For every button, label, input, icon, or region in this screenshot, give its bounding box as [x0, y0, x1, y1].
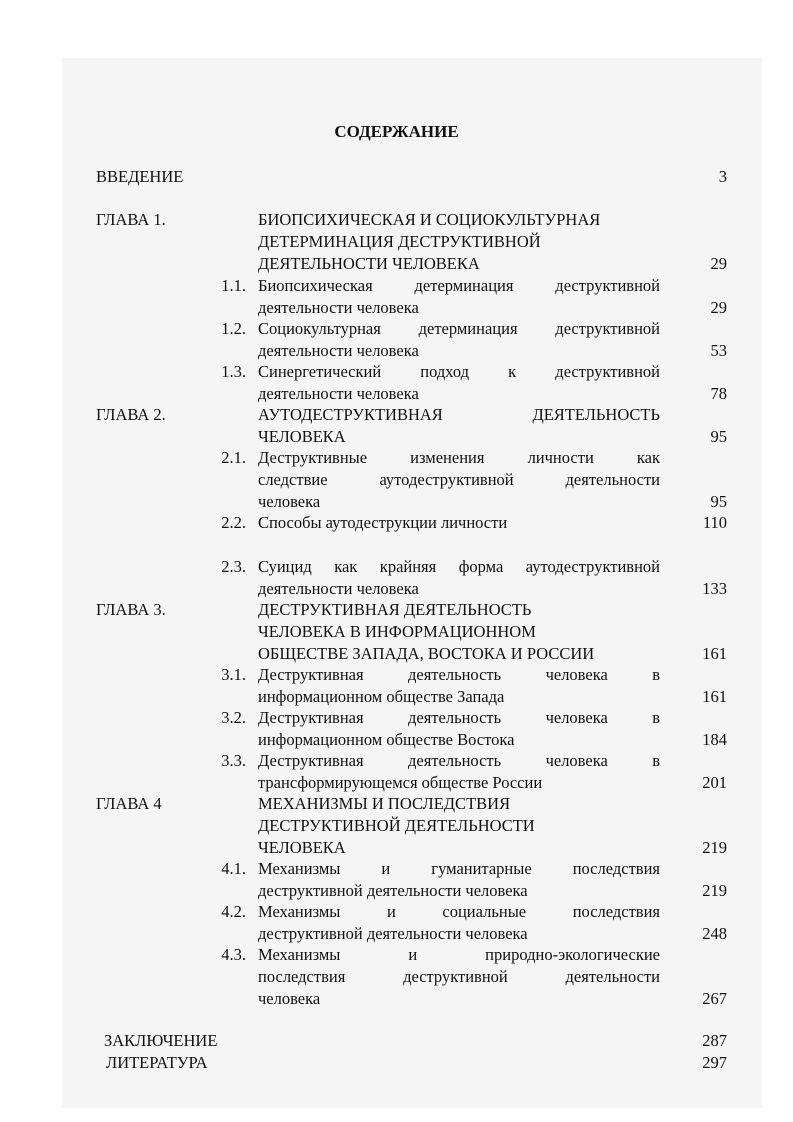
section-title-line: Деструктивная деятельность человека в [258, 751, 660, 770]
section-number: 3.3. [221, 751, 246, 770]
section-page: 219 [702, 881, 727, 900]
section-title-line: Биопсихическая детерминация деструктивной [258, 276, 660, 295]
section-title-line: трансформирующемся обществе России [258, 773, 543, 792]
section-title-line: деструктивной деятельности человека [258, 924, 528, 943]
section-title-line: Механизмы и социальные последствия [258, 902, 660, 921]
intro-page: 3 [718, 167, 727, 186]
section-title-line: информационном обществе Востока [258, 730, 515, 749]
section-title-line: Способы аутодеструкции личности [258, 513, 508, 532]
section-title-line: Синергетический подход к деструктивной [258, 362, 660, 381]
page-title: СОДЕРЖАНИЕ [334, 122, 459, 141]
chapter-4-title-line: ДЕСТРУКТИВНОЙ ДЕЯТЕЛЬНОСТИ [258, 816, 535, 835]
chapter-1-title-line: ДЕЯТЕЛЬНОСТИ ЧЕЛОВЕКА [258, 254, 480, 273]
section-title-line: Деструктивная деятельность человека в [258, 665, 660, 684]
chapter-2-label: ГЛАВА 2. [96, 405, 166, 424]
section-number: 2.1. [221, 448, 246, 467]
chapter-1-page: 29 [710, 254, 727, 273]
section-title-line: Механизмы и природно-экологические [258, 945, 660, 964]
section-number: 1.3. [221, 362, 246, 381]
section-title-line: Суицид как крайняя форма аутодеструктивной [258, 557, 660, 576]
section-title-line: деятельности человека [258, 298, 419, 317]
section-title-line: Механизмы и гуманитарные последствия [258, 859, 660, 878]
section-number: 1.2. [221, 319, 246, 338]
section-page: 248 [702, 924, 727, 943]
chapter-1-title-line: ДЕТЕРМИНАЦИЯ ДЕСТРУКТИВНОЙ [258, 232, 541, 251]
conclusion-label: ЗАКЛЮЧЕНИЕ [104, 1031, 218, 1050]
chapter-2-page: 95 [710, 427, 727, 446]
literature-label: ЛИТЕРАТУРА [106, 1053, 208, 1072]
section-title-line: информационном обществе Запада [258, 687, 505, 706]
section-title-line: последствия деструктивной деятельности [258, 967, 660, 986]
chapter-2-title-line: АУТОДЕСТРУКТИВНАЯ ДЕЯТЕЛЬНОСТЬ [258, 405, 660, 424]
chapter-4-page: 219 [702, 838, 727, 857]
section-title-line: Деструктивная деятельность человека в [258, 708, 660, 727]
section-page: 29 [710, 298, 727, 317]
section-title-line: Социокультурная детерминация деструктивной [258, 319, 660, 338]
conclusion-page: 287 [702, 1031, 727, 1050]
section-number: 4.2. [221, 902, 246, 921]
chapter-4-label: ГЛАВА 4 [96, 794, 162, 813]
chapter-1-title-line: БИОПСИХИЧЕСКАЯ И СОЦИОКУЛЬТУРНАЯ [258, 210, 601, 229]
chapter-3-title-line: ЧЕЛОВЕКА В ИНФОРМАЦИОННОМ [258, 622, 536, 641]
section-page: 133 [702, 579, 727, 598]
section-title-line: следствие аутодеструктивной деятельности [258, 470, 660, 489]
section-number: 2.3. [221, 557, 246, 576]
section-page: 184 [702, 730, 727, 749]
chapter-3-title-line: ОБЩЕСТВЕ ЗАПАДА, ВОСТОКА И РОССИИ [258, 644, 595, 663]
chapter-3-title-line: ДЕСТРУКТИВНАЯ ДЕЯТЕЛЬНОСТЬ [258, 600, 532, 619]
section-title-line: деятельности человека [258, 384, 419, 403]
section-page: 110 [702, 513, 727, 532]
section-title-line: человека [258, 989, 321, 1008]
chapter-3-label: ГЛАВА 3. [96, 600, 166, 619]
section-title-line: человека [258, 492, 321, 511]
section-title-line: деятельности человека [258, 579, 419, 598]
section-page: 161 [702, 687, 727, 706]
chapter-3-page: 161 [702, 644, 727, 663]
section-number: 3.1. [221, 665, 246, 684]
section-title-line: Деструктивные изменения личности как [258, 448, 660, 467]
chapter-4-title-line: ЧЕЛОВЕКА [258, 838, 346, 857]
section-title-line: деструктивной деятельности человека [258, 881, 528, 900]
section-number: 4.3. [221, 945, 246, 964]
section-page: 267 [702, 989, 727, 1008]
section-page: 95 [710, 492, 727, 511]
chapter-1-label: ГЛАВА 1. [96, 210, 166, 229]
chapter-4-title-line: МЕХАНИЗМЫ И ПОСЛЕДСТВИЯ [258, 794, 511, 813]
section-number: 2.2. [221, 513, 246, 532]
section-number: 4.1. [221, 859, 246, 878]
section-page: 201 [702, 773, 727, 792]
section-number: 3.2. [221, 708, 246, 727]
chapter-2-title-line: ЧЕЛОВЕКА [258, 427, 346, 446]
literature-page: 297 [702, 1053, 727, 1072]
intro-label: ВВЕДЕНИЕ [96, 167, 184, 186]
section-number: 1.1. [221, 276, 246, 295]
section-title-line: деятельности человека [258, 341, 419, 360]
section-page: 53 [710, 341, 727, 360]
section-page: 78 [710, 384, 727, 403]
